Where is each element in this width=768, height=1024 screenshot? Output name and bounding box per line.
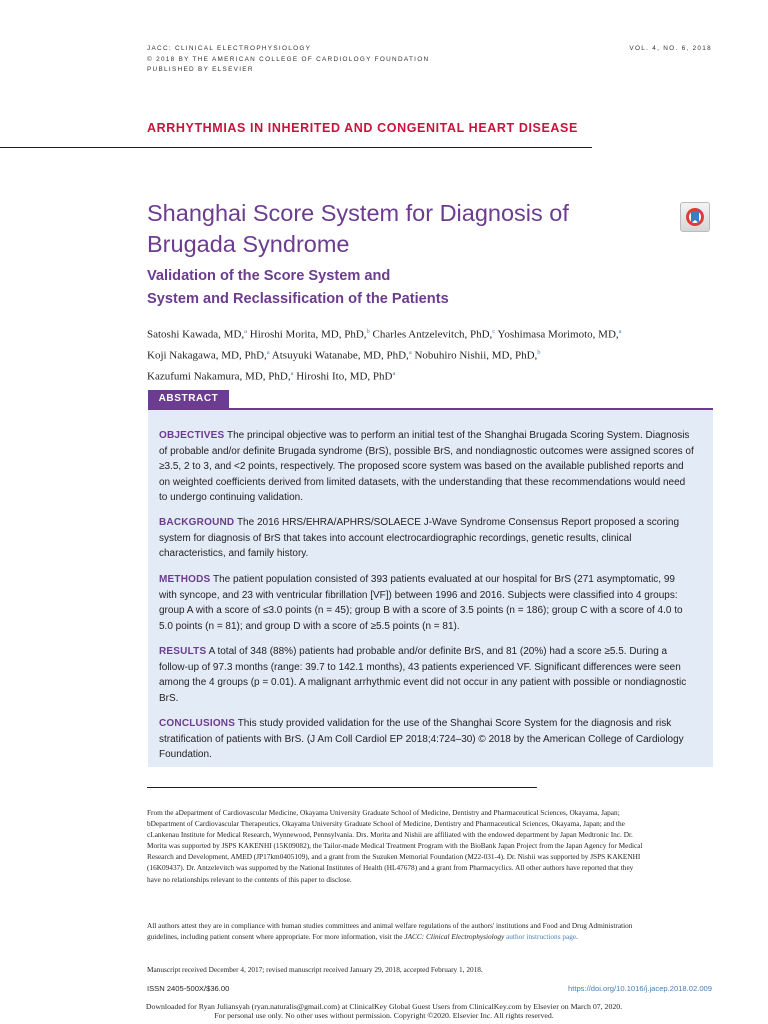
affiliations-footnote: From the aDepartment of Cardiovascular Medicine, Okayama University Graduate School of Medicine, Dentistry and Pharmaceutical Sciences, Okayama, Japan; bDepartment of Cardiovascular Therapeutics, Okayama University Graduate School of Medicine, Dentistry and Pharmaceutical Sciences, Okayama, Japan; and the cLankenau Institute for Medical Research, Wynnewood, Pennsylvania. Drs. Morita and Nishii are affiliated with the endowed department by Japan Medtronic Inc. Dr. Morita was supported by JSPS KAKENHI (15K09082), the Tailor-made Medical Treatment Program with the BioBank Japan Project from the Japan Agency for Medical Research and Development, AMED (JP17km0405109), and a grant from the Suzuken Memorial Foundation (M22-031-4). Dr. Nishii was supported by JSPS KAKENHI (16K09437). Dr. Antzelevitch was supported by the National Institutes of Health (HL47678) and a grant from Pharmacyclics. All other authors have reported that they have no relationships relevant to the contents of this paper to disclose. <box>147 808 643 884</box>
author-list <box>147 323 717 386</box>
crossmark-icon[interactable] <box>680 202 710 232</box>
affiliation-marker[interactable]: a <box>266 349 270 357</box>
doi-link[interactable]: https://doi.org/10.1016/j.jacep.2018.02.009 <box>568 984 712 993</box>
subtitle-line-1: Validation of the Score System and <box>147 268 391 284</box>
affiliation-marker[interactable]: a <box>618 328 622 335</box>
title-line-2: Brugada Syndrome <box>147 231 350 257</box>
objectives-text: The principal objective was to perform an initial test of the Shanghai Brugada Scoring System. Diagnosis of probable and/or definite Brugada syndrome (BrS), possible BrS, and nondiagnostic outcomes were assigned scores of ≥3.5, 2 to 3, and <2 points, respectively. The proposed score system was based on the available published reports and on weighted coefficients derived from limited datasets, with the understanding that these recommendations would need to undergo continuing validation. <box>159 430 694 504</box>
footnote-rule <box>147 787 537 788</box>
download-notice-2: For personal use only. No other uses without permission. Copyright ©2020. Elsevier Inc. All rights reserved. <box>214 1011 554 1020</box>
affiliation-marker[interactable]: a <box>290 370 294 378</box>
manuscript-dates: Manuscript received December 4, 2017; revised manuscript received January 29, 2018, accepted February 1, 2018. <box>147 965 483 974</box>
author-name[interactable]: Kazufumi Nakamura, MD, PhD, <box>147 370 291 383</box>
affiliation-marker[interactable]: b <box>366 328 370 335</box>
affiliation-marker[interactable]: a <box>392 370 396 378</box>
author-name[interactable]: Nobuhiro Nishii, MD, PhD, <box>411 349 538 362</box>
author-name[interactable]: Satoshi Kawada, MD, <box>147 328 245 341</box>
abstract-conclusions <box>159 716 695 763</box>
running-header <box>147 44 429 76</box>
conclusions-label: CONCLUSIONS <box>159 718 236 729</box>
download-notice-1: Downloaded for Ryan Juliansyah (ryan.naturalis@gmail.com) at ClinicalKey Global Guest Users from ClinicalKey.com by Elsevier on March 07, 2020. <box>145 1002 623 1011</box>
results-label: RESULTS <box>159 646 207 657</box>
author-name[interactable]: Charles Antzelevitch, PhD, <box>369 328 493 341</box>
author-name[interactable]: Hiroshi Morita, MD, PhD, <box>247 328 367 341</box>
article-subtitle <box>147 265 667 311</box>
author-line <box>147 323 717 344</box>
publisher-line: PUBLISHED BY ELSEVIER <box>147 66 254 73</box>
conclusions-text: This study provided validation for the use of the Shanghai Score System for the diagnosis and risk stratification of patients with BrS. (J Am Coll Cardiol EP 2018;4:724–30) © 2018 by the American College of Cardiology Foundation. <box>159 718 684 761</box>
abstract-background <box>159 515 695 562</box>
results-text: A total of 348 (88%) patients had probable and/or definite BrS, and 81 (20%) had a score ≥5.5. During a follow-up of 97.3 months (range: 39.7 to 142.1 months), 43 patients experienced VF. Significant differences were seen among the 4 groups (p = 0.01). A malignant arrhythmic event did not occur in any patient with possible or nondiagnostic BrS. <box>159 646 687 704</box>
abstract-tab: ABSTRACT <box>148 390 229 408</box>
objectives-label: OBJECTIVES <box>159 430 225 441</box>
volume-info: VOL. 4, NO. 6, 2018 <box>629 45 712 52</box>
article-title <box>147 198 667 260</box>
affiliation-marker[interactable]: a <box>244 328 248 335</box>
subtitle-line-2: System and Reclassification of the Patients <box>147 291 449 307</box>
compliance-footnote <box>147 920 645 942</box>
section-rule <box>0 147 592 148</box>
crossmark-icon-graphic <box>681 203 709 231</box>
abstract-methods <box>159 572 695 634</box>
author-name[interactable]: Yoshimasa Morimoto, MD, <box>495 328 619 341</box>
affiliation-marker[interactable]: b <box>537 349 541 357</box>
journal-name-italic: JACC: Clinical Electrophysiology <box>404 932 505 942</box>
methods-label: METHODS <box>159 574 211 585</box>
author-name[interactable]: Koji Nakagawa, MD, PhD, <box>147 349 267 362</box>
affiliation-marker[interactable]: c <box>492 328 496 335</box>
compliance-end: . <box>576 932 578 942</box>
author-line <box>147 344 717 365</box>
author-line <box>147 365 717 386</box>
abstract-results <box>159 644 695 706</box>
background-label: BACKGROUND <box>159 517 235 528</box>
journal-name: JACC: CLINICAL ELECTROPHYSIOLOGY <box>147 45 312 52</box>
affiliation-marker[interactable]: a <box>408 349 412 357</box>
methods-text: The patient population consisted of 393 patients evaluated at our hospital for BrS (271 asymptomatic, 99 with syncope, and 23 with ventricular fibrillation [VF]) between 1996 and 2016. Subjects were classified into 4 groups: group A with a score of ≤3.0 points (n = 45); group B with a score of 3.5 points (n = 186); group C with a score of 4.0 to 5.0 points (n = 81); and group D with a score of ≥5.5 points (n = 81). <box>159 574 683 632</box>
section-label: ARRHYTHMIAS IN INHERITED AND CONGENITAL HEART DISEASE <box>147 121 578 135</box>
title-line-1: Shanghai Score System for Diagnosis of <box>147 200 569 226</box>
background-text: The 2016 HRS/EHRA/APHRS/SOLAECE J-Wave Syndrome Consensus Report proposed a scoring system for diagnosis of BrS that takes into account electrocardiographic recordings, genetic results, clinical characteristics, and family history. <box>159 517 679 560</box>
abstract-objectives <box>159 428 695 506</box>
author-name[interactable]: Atsuyuki Watanabe, MD, PhD, <box>269 349 409 362</box>
compliance-text: All authors attest they are in compliance with human studies committees and animal welfare regulations of the authors' institutions and Food and Drug Administration guidelines, including patient consent where appropriate. For more information, visit the <box>147 921 633 942</box>
author-name[interactable]: Hiroshi Ito, MD, PhD <box>293 370 393 383</box>
copyright-line: © 2018 BY THE AMERICAN COLLEGE OF CARDIOLOGY FOUNDATION <box>147 55 430 63</box>
author-instructions-link[interactable]: author instructions page <box>506 932 577 942</box>
issn-line: ISSN 2405-500X/$36.00 <box>147 984 230 993</box>
